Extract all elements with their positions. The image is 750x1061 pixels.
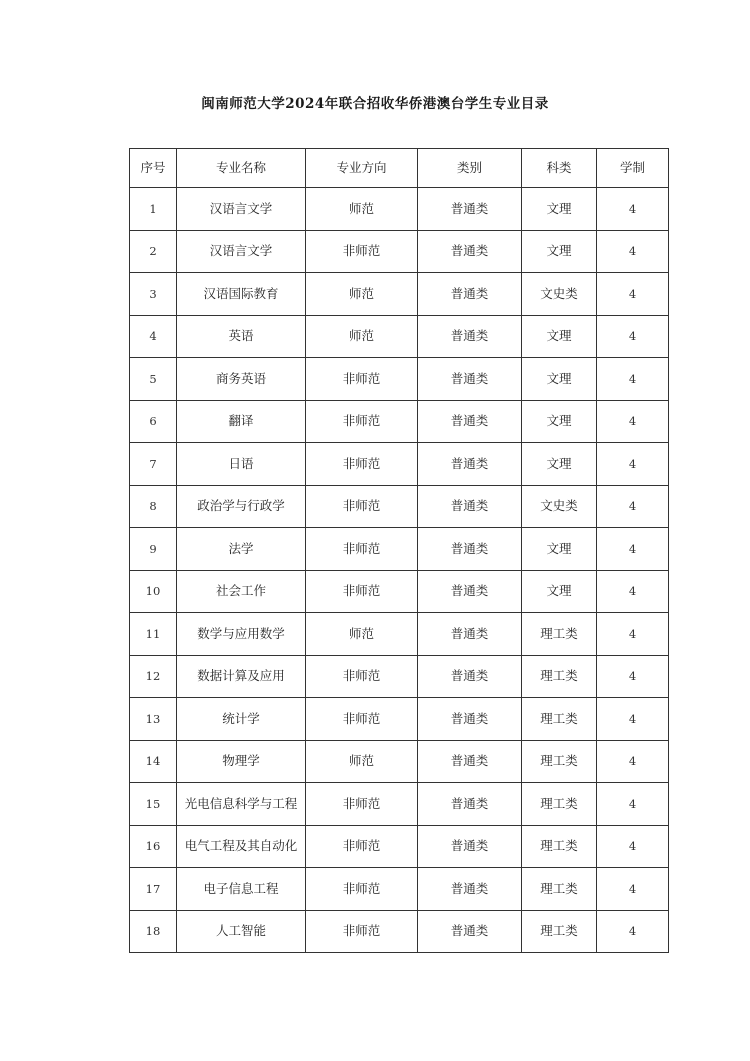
cell-index: 4 — [130, 315, 177, 358]
cell-subject-type: 理工类 — [522, 613, 597, 656]
cell-category: 普通类 — [418, 188, 522, 231]
header-duration: 学制 — [597, 149, 669, 188]
cell-index: 10 — [130, 570, 177, 613]
cell-category: 普通类 — [418, 570, 522, 613]
cell-index: 12 — [130, 655, 177, 698]
cell-duration: 4 — [597, 825, 669, 868]
cell-index: 18 — [130, 910, 177, 953]
cell-major-name: 电子信息工程 — [177, 868, 306, 911]
cell-duration: 4 — [597, 230, 669, 273]
cell-subject-type: 理工类 — [522, 740, 597, 783]
cell-category: 普通类 — [418, 698, 522, 741]
cell-subject-type: 理工类 — [522, 910, 597, 953]
cell-duration: 4 — [597, 315, 669, 358]
cell-major-direction: 师范 — [306, 315, 418, 358]
cell-index: 7 — [130, 443, 177, 486]
table-row — [130, 825, 669, 868]
table-row — [130, 528, 669, 571]
cell-major-name: 汉语言文学 — [177, 230, 306, 273]
table-row — [130, 868, 669, 911]
cell-category: 普通类 — [418, 655, 522, 698]
cell-major-name: 光电信息科学与工程 — [177, 783, 306, 826]
cell-index: 11 — [130, 613, 177, 656]
cell-index: 14 — [130, 740, 177, 783]
cell-major-name: 数据计算及应用 — [177, 655, 306, 698]
cell-major-name: 日语 — [177, 443, 306, 486]
table-row — [130, 655, 669, 698]
cell-duration: 4 — [597, 910, 669, 953]
cell-major-direction: 非师范 — [306, 570, 418, 613]
table-row — [130, 485, 669, 528]
cell-major-name: 物理学 — [177, 740, 306, 783]
cell-duration: 4 — [597, 273, 669, 316]
cell-category: 普通类 — [418, 783, 522, 826]
cell-subject-type: 理工类 — [522, 655, 597, 698]
cell-duration: 4 — [597, 740, 669, 783]
cell-subject-type: 理工类 — [522, 698, 597, 741]
cell-category: 普通类 — [418, 315, 522, 358]
cell-subject-type: 文理 — [522, 400, 597, 443]
cell-subject-type: 文理 — [522, 188, 597, 231]
cell-major-direction: 非师范 — [306, 443, 418, 486]
table-row — [130, 740, 669, 783]
cell-major-direction: 师范 — [306, 740, 418, 783]
cell-major-name: 电气工程及其自动化 — [177, 825, 306, 868]
cell-category: 普通类 — [418, 868, 522, 911]
header-major-direction: 专业方向 — [306, 149, 418, 188]
cell-subject-type: 文理 — [522, 528, 597, 571]
cell-duration: 4 — [597, 570, 669, 613]
cell-major-name: 统计学 — [177, 698, 306, 741]
cell-index: 9 — [130, 528, 177, 571]
cell-subject-type: 文史类 — [522, 273, 597, 316]
cell-major-direction: 师范 — [306, 273, 418, 316]
table-row — [130, 570, 669, 613]
cell-index: 15 — [130, 783, 177, 826]
cell-index: 13 — [130, 698, 177, 741]
cell-index: 5 — [130, 358, 177, 401]
cell-duration: 4 — [597, 655, 669, 698]
cell-major-direction: 非师范 — [306, 783, 418, 826]
cell-major-direction: 非师范 — [306, 230, 418, 273]
table-header-row — [130, 149, 669, 188]
cell-category: 普通类 — [418, 485, 522, 528]
cell-index: 1 — [130, 188, 177, 231]
cell-major-name: 商务英语 — [177, 358, 306, 401]
cell-subject-type: 理工类 — [522, 783, 597, 826]
cell-index: 16 — [130, 825, 177, 868]
cell-category: 普通类 — [418, 740, 522, 783]
cell-duration: 4 — [597, 528, 669, 571]
cell-major-direction: 非师范 — [306, 358, 418, 401]
cell-duration: 4 — [597, 400, 669, 443]
cell-category: 普通类 — [418, 613, 522, 656]
cell-duration: 4 — [597, 485, 669, 528]
table-row — [130, 443, 669, 486]
cell-subject-type: 文理 — [522, 358, 597, 401]
document-title: 闽南师范大学2024年联合招收华侨港澳台学生专业目录 — [201, 96, 549, 112]
cell-major-direction: 非师范 — [306, 868, 418, 911]
cell-major-direction: 非师范 — [306, 910, 418, 953]
table-row — [130, 613, 669, 656]
cell-index: 2 — [130, 230, 177, 273]
cell-major-direction: 非师范 — [306, 485, 418, 528]
cell-duration: 4 — [597, 613, 669, 656]
table-row — [130, 273, 669, 316]
cell-index: 17 — [130, 868, 177, 911]
cell-duration: 4 — [597, 868, 669, 911]
header-major-name: 专业名称 — [177, 149, 306, 188]
cell-major-direction: 非师范 — [306, 825, 418, 868]
cell-major-direction: 非师范 — [306, 528, 418, 571]
cell-major-name: 数学与应用数学 — [177, 613, 306, 656]
cell-major-direction: 非师范 — [306, 655, 418, 698]
cell-category: 普通类 — [418, 910, 522, 953]
cell-major-name: 翻译 — [177, 400, 306, 443]
header-category: 类别 — [418, 149, 522, 188]
cell-major-name: 人工智能 — [177, 910, 306, 953]
cell-category: 普通类 — [418, 443, 522, 486]
cell-duration: 4 — [597, 358, 669, 401]
major-catalog-table — [129, 148, 669, 953]
cell-duration: 4 — [597, 783, 669, 826]
cell-category: 普通类 — [418, 358, 522, 401]
table-row — [130, 698, 669, 741]
cell-subject-type: 文理 — [522, 230, 597, 273]
cell-subject-type: 理工类 — [522, 825, 597, 868]
table-row — [130, 188, 669, 231]
cell-subject-type: 文史类 — [522, 485, 597, 528]
table-row — [130, 783, 669, 826]
cell-major-name: 法学 — [177, 528, 306, 571]
cell-major-direction: 师范 — [306, 613, 418, 656]
cell-duration: 4 — [597, 698, 669, 741]
table-row — [130, 358, 669, 401]
header-index: 序号 — [130, 149, 177, 188]
cell-duration: 4 — [597, 443, 669, 486]
cell-major-name: 政治学与行政学 — [177, 485, 306, 528]
cell-major-name: 英语 — [177, 315, 306, 358]
cell-major-name: 汉语国际教育 — [177, 273, 306, 316]
header-subject-type: 科类 — [522, 149, 597, 188]
cell-major-direction: 非师范 — [306, 400, 418, 443]
cell-index: 3 — [130, 273, 177, 316]
cell-category: 普通类 — [418, 273, 522, 316]
cell-category: 普通类 — [418, 400, 522, 443]
cell-category: 普通类 — [418, 230, 522, 273]
cell-major-name: 汉语言文学 — [177, 188, 306, 231]
cell-index: 6 — [130, 400, 177, 443]
cell-major-name: 社会工作 — [177, 570, 306, 613]
cell-category: 普通类 — [418, 825, 522, 868]
cell-major-direction: 师范 — [306, 188, 418, 231]
cell-subject-type: 理工类 — [522, 868, 597, 911]
cell-major-direction: 非师范 — [306, 698, 418, 741]
table-row — [130, 315, 669, 358]
table-row — [130, 400, 669, 443]
table-row — [130, 910, 669, 953]
cell-duration: 4 — [597, 188, 669, 231]
cell-subject-type: 文理 — [522, 443, 597, 486]
table-row — [130, 230, 669, 273]
cell-index: 8 — [130, 485, 177, 528]
cell-subject-type: 文理 — [522, 315, 597, 358]
cell-category: 普通类 — [418, 528, 522, 571]
cell-subject-type: 文理 — [522, 570, 597, 613]
